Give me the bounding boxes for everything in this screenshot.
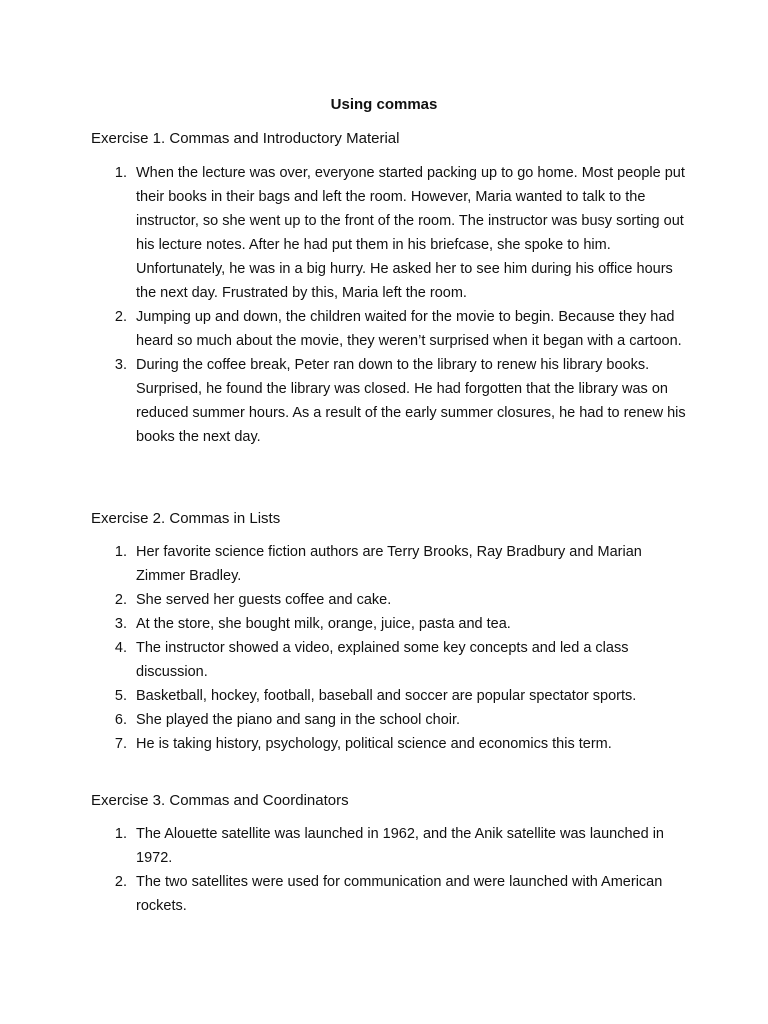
item-text: She played the piano and sang in the school choir. (136, 712, 461, 728)
document-title: Using commas (330, 96, 438, 113)
item-text: Jumping up and down, the children waited for the movie to begin. Because they had heard so much about the movie, they weren’t surprised when it began with a cartoon. (136, 309, 682, 349)
item-number: 5. (114, 688, 127, 704)
item-number: 1. (114, 544, 127, 560)
list-item (91, 732, 691, 756)
item-number: 3. (114, 616, 127, 632)
item-text: At the store, she bought milk, orange, juice, pasta and tea. (136, 616, 511, 632)
item-text: Basketball, hockey, football, baseball and soccer are popular spectator sports. (136, 688, 637, 704)
item-number: 1. (114, 165, 127, 181)
list-item (91, 636, 691, 684)
item-text: She served her guests coffee and cake. (136, 592, 392, 608)
item-number: 6. (114, 712, 127, 728)
item-number: 2. (114, 309, 127, 325)
exercise-3-heading: Exercise 3. Commas and Coordinators (91, 792, 349, 809)
item-text: He is taking history, psychology, political science and economics this term. (136, 736, 612, 752)
list-item (91, 161, 691, 305)
item-number: 3. (114, 357, 127, 373)
item-text: Her favorite science fiction authors are Terry Brooks, Ray Bradbury and Marian Zimmer Bradley. (136, 544, 642, 584)
exercise-2-heading: Exercise 2. Commas in Lists (91, 510, 281, 527)
list-item (91, 870, 691, 918)
list-item (91, 588, 691, 612)
list-item (91, 708, 691, 732)
list-item (91, 353, 691, 449)
item-text: When the lecture was over, everyone started packing up to go home. Most people put their books in their bags and left the room. However, Maria wanted to talk to the instructor, so she went up to the front of the room. The instructor was busy sorting out his lecture notes. After he had put them in his briefcase, she spoke to him. Unfortunately, he was in a big hurry. He asked her to see him during his office hours the next day. Frustrated by this, Maria left the room. (136, 165, 685, 301)
item-text: The Alouette satellite was launched in 1962, and the Anik satellite was launched in 1972. (136, 826, 664, 866)
item-text: The instructor showed a video, explained some key concepts and led a class discussion. (136, 640, 629, 680)
exercise-1-heading: Exercise 1. Commas and Introductory Material (91, 130, 400, 147)
item-number: 4. (114, 640, 127, 656)
list-item (91, 822, 691, 870)
item-number: 2. (114, 592, 127, 608)
list-item (91, 540, 691, 588)
list-item (91, 684, 691, 708)
list-item (91, 305, 691, 353)
item-text: During the coffee break, Peter ran down to the library to renew his library books. Surprised, he found the library was closed. He had forgotten that the library was on reduced summer hours. As a result of the early summer closures, he had to renew his books the next day. (136, 357, 686, 445)
list-item (91, 612, 691, 636)
exercise-1-list (91, 161, 691, 449)
exercise-2-list (91, 540, 691, 756)
item-text: The two satellites were used for communication and were launched with American rockets. (136, 874, 663, 914)
item-number: 2. (114, 874, 127, 890)
item-number: 1. (114, 826, 127, 842)
exercise-3-list (91, 822, 691, 918)
item-number: 7. (114, 736, 127, 752)
